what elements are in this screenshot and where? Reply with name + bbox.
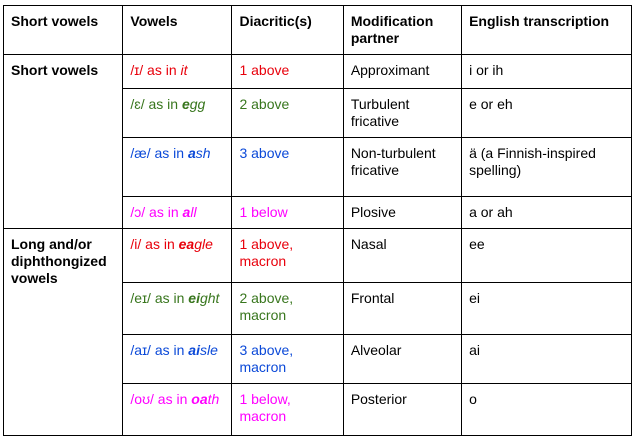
vowel-example-highlight: a	[187, 145, 196, 161]
vowel-ipa: /ɪ/ as in	[130, 62, 181, 78]
partner-cell: Approximant	[343, 55, 461, 89]
diacritic-cell: 3 above	[232, 138, 343, 197]
category-label: Short vowels	[4, 55, 123, 229]
vowel-example-rest: ll	[190, 204, 197, 220]
partner-cell: Plosive	[343, 197, 461, 229]
vowel-cell	[123, 89, 232, 138]
diacritic-cell: 2 above	[232, 89, 343, 138]
vowel-cell	[123, 197, 232, 229]
diacritic-cell: 3 above, macron	[232, 335, 343, 384]
header-english-transcription: English transcription	[462, 6, 632, 55]
partner-cell: Turbulent fricative	[343, 89, 461, 138]
vowel-example-highlight: oa	[191, 391, 208, 407]
vowel-example-highlight: e	[181, 96, 190, 112]
transcription-cell: i or ih	[462, 55, 632, 89]
vowel-ipa: /ɛ/ as in	[130, 96, 182, 112]
vowel-cell	[123, 283, 232, 335]
vowel-ipa: /i/ as in	[130, 236, 179, 252]
vowel-example-rest: sh	[195, 145, 211, 161]
vowel-ipa: /æ/ as in	[130, 145, 188, 161]
table-row	[4, 229, 632, 283]
vowel-example-rest: gg	[189, 96, 206, 112]
transcription-cell: ee	[462, 229, 632, 283]
partner-cell: Posterior	[343, 384, 461, 436]
vowel-ipa: /aɪ/ as in	[130, 342, 189, 358]
vowel-example-rest: sle	[199, 342, 218, 358]
transcription-cell: o	[462, 384, 632, 436]
partner-cell: Frontal	[343, 283, 461, 335]
vowel-ipa: /ɔ/ as in	[130, 204, 183, 220]
header-category: Short vowels	[4, 6, 123, 55]
header-diacritics: Diacritic(s)	[232, 6, 343, 55]
partner-cell: Nasal	[343, 229, 461, 283]
partner-cell: Non-turbulent fricative	[343, 138, 461, 197]
transcription-cell: a or ah	[462, 197, 632, 229]
vowel-ipa: /eɪ/ as in	[130, 290, 189, 306]
diacritic-cell: 1 below	[232, 197, 343, 229]
header-modification-partner: Modification partner	[343, 6, 461, 55]
vowel-example-highlight: a	[182, 204, 191, 220]
transcription-cell: e or eh	[462, 89, 632, 138]
vowel-example-highlight: ai	[188, 342, 200, 358]
vowel-cell	[123, 335, 232, 384]
vowel-example-highlight: ea	[178, 236, 195, 252]
header-vowels: Vowels	[123, 6, 232, 55]
diacritic-cell: 1 above, macron	[232, 229, 343, 283]
vowel-ipa: /oʊ/ as in	[130, 391, 192, 407]
vowel-cell	[123, 138, 232, 197]
diacritic-cell: 1 above	[232, 55, 343, 89]
transcription-cell: ä (a Finnish-inspired spelling)	[462, 138, 632, 197]
transcription-cell: ai	[462, 335, 632, 384]
vowel-example-rest: it	[180, 62, 188, 78]
partner-cell: Alveolar	[343, 335, 461, 384]
diacritic-cell: 2 above, macron	[232, 283, 343, 335]
vowel-cell	[123, 229, 232, 283]
vowel-table	[3, 5, 632, 436]
category-label: Long and/or diphthongized vowels	[4, 229, 123, 436]
vowel-example-highlight: ei	[188, 290, 200, 306]
table-row	[4, 55, 632, 89]
vowel-example-rest: th	[207, 391, 220, 407]
vowel-cell	[123, 55, 232, 89]
vowel-example-rest: ght	[199, 290, 220, 306]
header-row	[4, 6, 632, 55]
transcription-cell: ei	[462, 283, 632, 335]
diacritic-cell: 1 below, macron	[232, 384, 343, 436]
vowel-example-rest: gle	[194, 236, 213, 252]
vowel-cell	[123, 384, 232, 436]
